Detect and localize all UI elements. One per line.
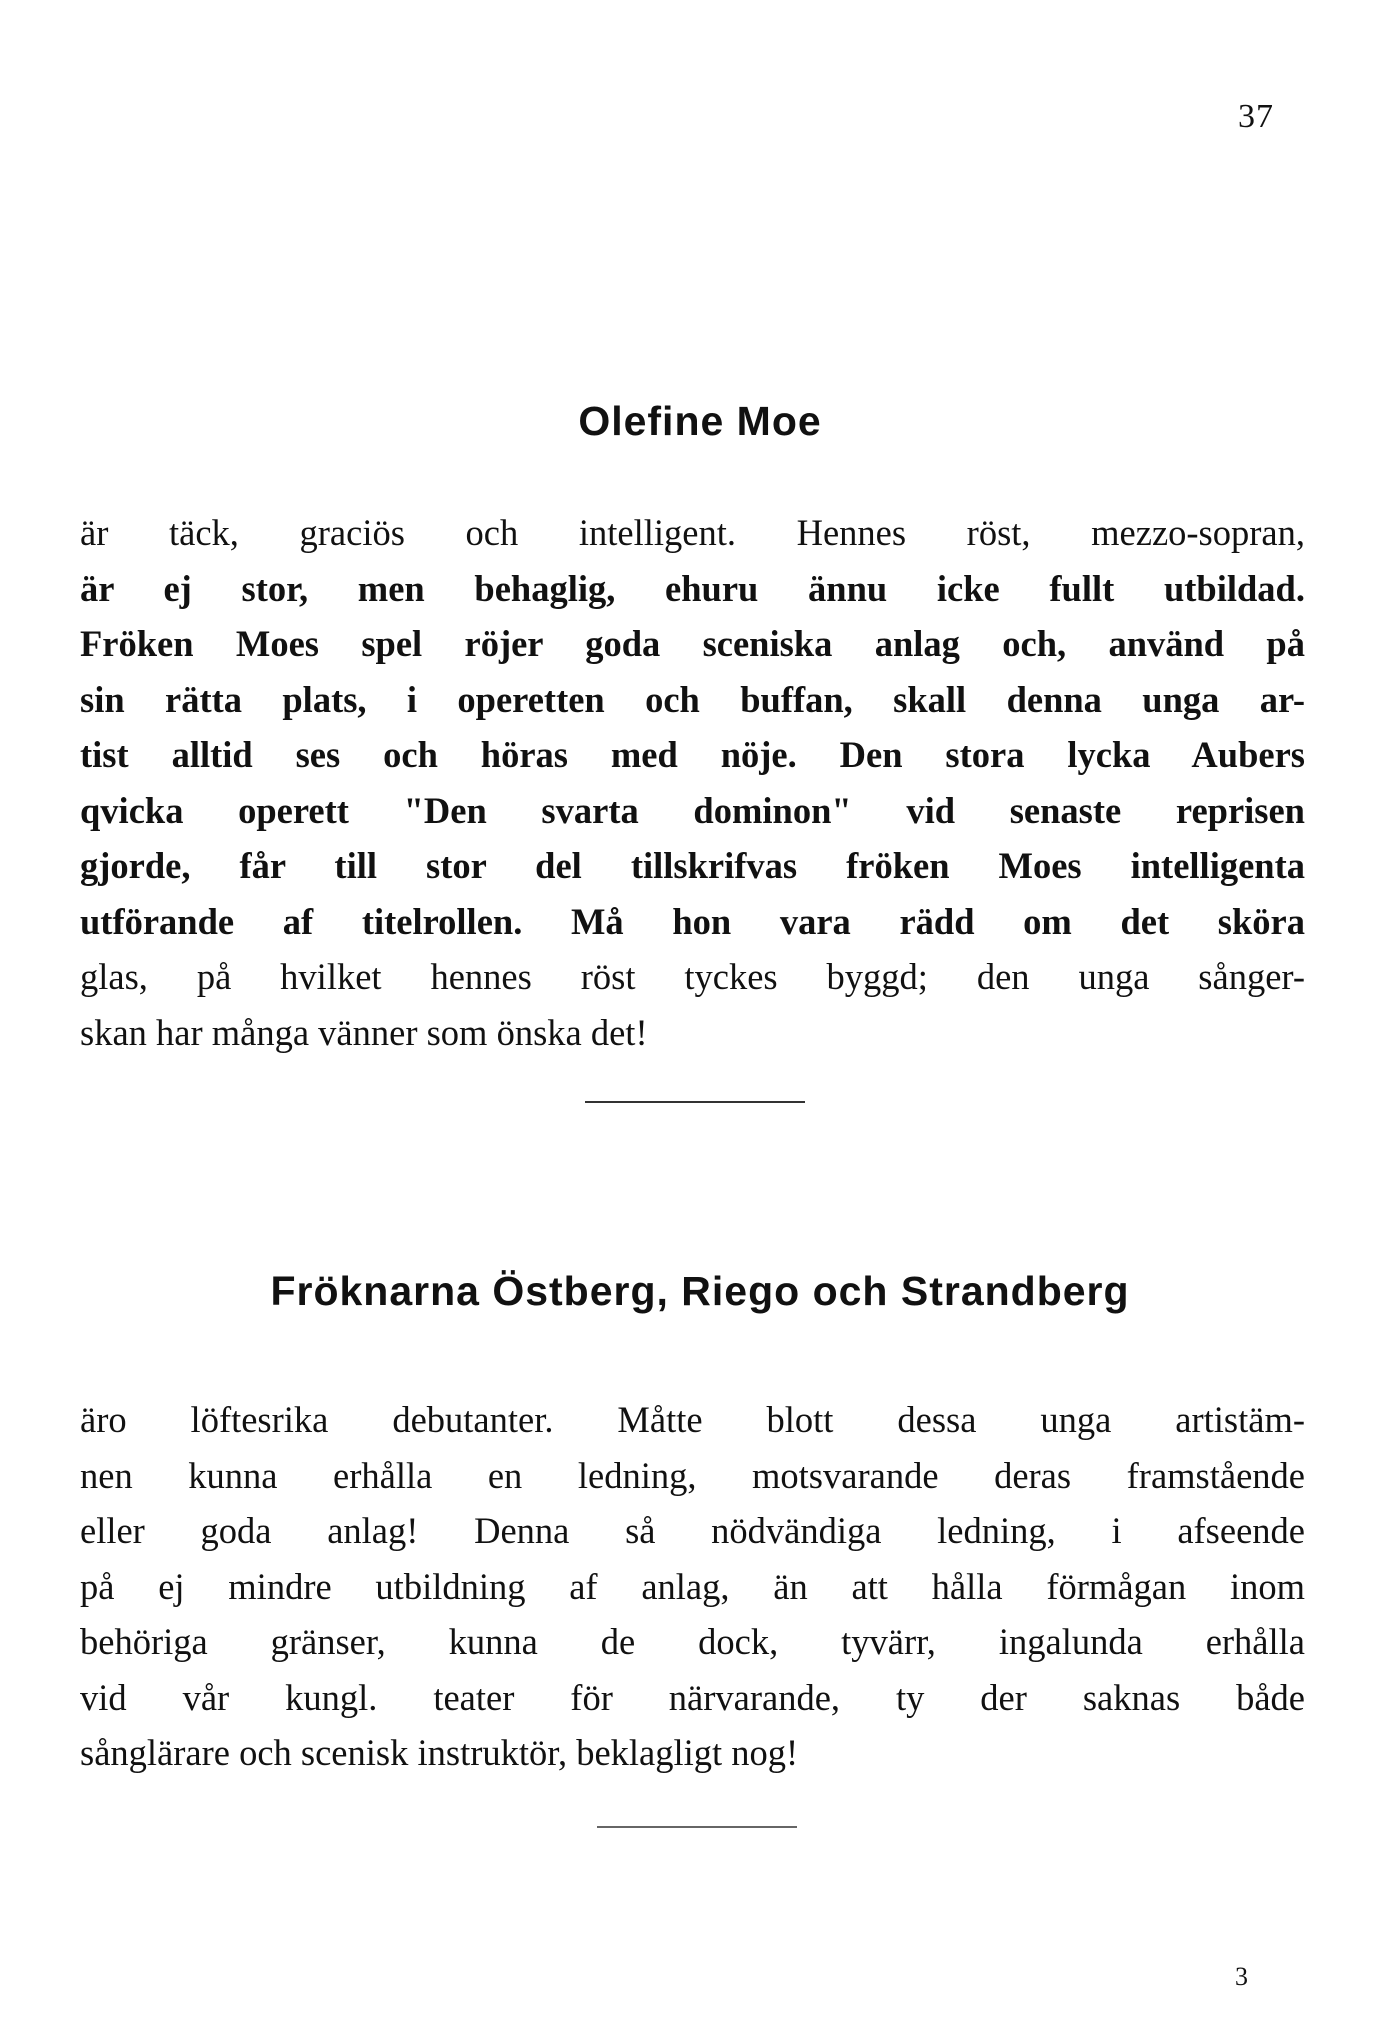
text-line: gjorde, får till stor del tillskrifvas fröken Moes intelligenta — [80, 845, 1305, 886]
text-line: nen kunna erhålla en ledning, motsvarande deras framstående — [80, 1454, 1305, 1496]
end-divider — [597, 1826, 797, 1828]
section-title-olefine-moe: Olefine Moe — [578, 398, 822, 444]
section-title-froknarna: Fröknarna Östberg, Riego och Strandberg — [270, 1268, 1130, 1314]
text-line: äro löftesrika debutanter. Måtte blott dessa unga artistäm- — [80, 1399, 1305, 1440]
section-divider — [585, 1101, 805, 1103]
text-line: utförande af titelrollen. Må hon vara rädd om det sköra — [80, 900, 1305, 942]
page-number: 37 — [1238, 98, 1274, 135]
text-line: är ej stor, men behaglig, ehuru ännu icke fullt utbildad. — [80, 567, 1305, 609]
signature-mark: 3 — [1235, 1962, 1248, 1991]
text-line: är täck, graciös och intelligent. Hennes röst, mezzo-sopran, — [80, 512, 1305, 553]
text-line: eller goda anlag! Denna så nödvändiga ledning, i afseende — [80, 1510, 1305, 1551]
text-line: tist alltid ses och höras med nöje. Den stora lycka Aubers — [80, 734, 1305, 775]
text-line: på ej mindre utbildning af anlag, än att hålla förmågan inom — [80, 1565, 1305, 1607]
paragraph-olefine-moe — [80, 505, 1305, 1060]
text-line: skan har många vänner som önska det! — [80, 1011, 648, 1053]
text-line: sånglärare och scenisk instruktör, beklagligt nog! — [80, 1732, 799, 1773]
text-line: qvicka operett "Den svarta dominon" vid senaste reprisen — [80, 789, 1305, 831]
text-line: vid vår kungl. teater för närvarande, ty der saknas både — [80, 1676, 1305, 1718]
text-line: behöriga gränser, kunna de dock, tyvärr, ingalunda erhålla — [80, 1621, 1305, 1662]
text-line: glas, på hvilket hennes röst tyckes byggd; den unga sånger- — [80, 956, 1305, 997]
text-line: sin rätta plats, i operetten och buffan, skall denna unga ar- — [80, 678, 1305, 720]
paragraph-froknarna — [80, 1392, 1305, 1781]
text-line: Fröken Moes spel röjer goda sceniska anlag och, använd på — [80, 623, 1305, 664]
